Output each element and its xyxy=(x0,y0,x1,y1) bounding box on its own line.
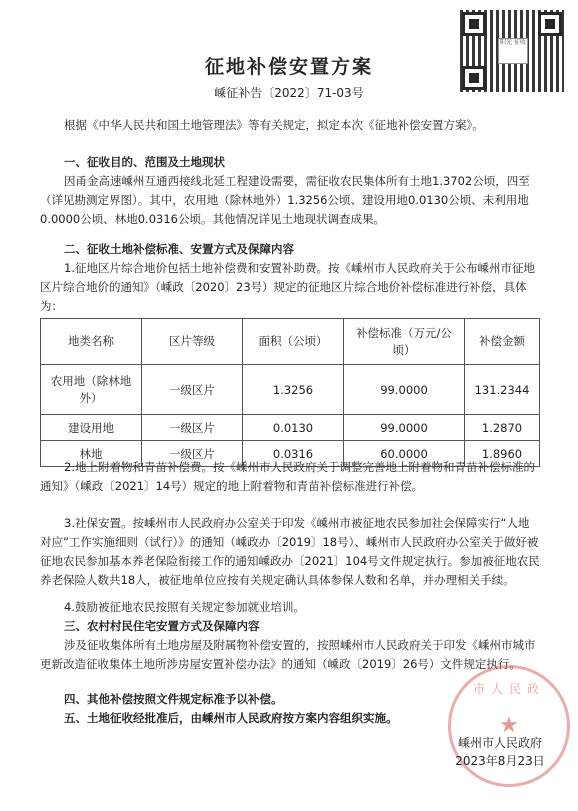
document-title: 征地补偿安置方案 xyxy=(204,56,373,78)
table-header: 补偿金额 xyxy=(465,319,540,365)
table-row xyxy=(41,365,540,415)
table-cell: 99.0000 xyxy=(344,415,465,441)
section-3-body: 涉及征收集体所有土地房屋及附属物补偿安置的，按照嵊州市人民政府关于印发《嵊州市城市更新改造征收集体土地所涉房屋安置补偿办法》的通知（嵊政〔2019〕26号）文件规定执行。 xyxy=(40,638,536,671)
intro-paragraph: 根据《中华人民共和国土地管理法》等有关规定，拟定本次《征地补偿安置方案》。 xyxy=(64,118,484,132)
section-4-heading: 四、其他补偿按照文件规定标准予以补偿。 xyxy=(64,692,283,706)
section-2-paragraph-1: 1.征地区片综合地价包括土地补偿费和安置补助费。按《嵊州市人民政府关于公布嵊州市征地区片综合地价的通知》（嵊政〔2020〕23号）规定的征地区片综合地价补偿标准进行补偿，具体为： xyxy=(40,261,535,313)
section-3-heading: 三、农村村民住宅安置方式及保障内容 xyxy=(64,619,260,633)
section-2-heading: 二、征收土地补偿标准、安置方式及保障内容 xyxy=(64,242,294,256)
section-5-heading: 五、土地征收经批准后，由嵊州市人民政府按方案内容组织实施。 xyxy=(64,711,398,725)
table-cell: 建设用地 xyxy=(41,415,142,441)
table-header: 面积（公顷） xyxy=(243,319,344,365)
section-2-paragraph-2: 2.地上附着物和青苗补偿费。按《嵊州市人民政府关于调整完善地上附着物和青苗补偿标准的通知》（嵊政〔2021〕14号）规定的地上附着物和青苗补偿标准进行补偿。 xyxy=(40,460,535,493)
table-cell: 1.3256 xyxy=(243,365,344,415)
qr-code xyxy=(460,10,564,92)
table-cell: 一级区片 xyxy=(142,365,243,415)
table-cell: 0.0130 xyxy=(243,415,344,441)
table-cell: 131.2344 xyxy=(465,365,540,415)
issue-date: 2023年8月23日 xyxy=(455,754,545,768)
qr-finder-top-left xyxy=(462,12,486,36)
table-cell: 1.8960 xyxy=(465,441,540,467)
table-cell: 一级区片 xyxy=(142,415,243,441)
seal-text: 市人民政 xyxy=(472,682,545,696)
table-cell: 林地 xyxy=(41,441,142,467)
qr-center-label: 阳光 征收 xyxy=(498,38,528,64)
section-1-heading: 一、征收目的、范围及土地现状 xyxy=(64,155,225,169)
seal-star-icon: ★ xyxy=(499,713,519,738)
table-header-row xyxy=(41,319,540,365)
table-cell: 60.0000 xyxy=(344,441,465,467)
issuer-signature: 嵊州市人民政府 xyxy=(457,736,542,750)
section-2-paragraph-3: 3.社保安置。按嵊州市人民政府办公室关于印发《嵊州市被征地农民参加社会保障实行“人地对应”工作实施细则（试行）》的通知（嵊政办〔2019〕18号）、嵊州市人民政府办公室关于做好被征地农民参加基本养老保险衔接工作的通知嵊政办〔2021〕104号文件规定执行。参加被征地农民养老保险人数共18人，被征地单位应按有关规定确认具体参保人数和名单，并办理相关手续。 xyxy=(40,516,540,587)
document-number: 嵊征补告〔2022〕71-03号 xyxy=(214,86,364,100)
table-header: 区片等级 xyxy=(142,319,243,365)
table-cell: 99.0000 xyxy=(344,365,465,415)
table-cell: 农用地（除林地外） xyxy=(41,365,142,415)
compensation-table xyxy=(40,318,540,467)
section-2-paragraph-4: 4.鼓励被征地农民按照有关规定参加就业培训。 xyxy=(64,600,305,614)
table-cell: 0.0316 xyxy=(243,441,344,467)
table-cell: 一级区片 xyxy=(142,441,243,467)
table-header: 地类名称 xyxy=(41,319,142,365)
table-header: 补偿标准（万元/公顷） xyxy=(344,319,465,365)
table-row xyxy=(41,415,540,441)
section-1-body: 因甬金高速嵊州互通西接线北延工程建设需要，需征收农民集体所有土地1.3702公顷，四至（详见勘测定界图）。其中，农用地（除林地外）1.3256公顷、建设用地0.0130公顷、未利用地0.0000公顷、林地0.0316公顷。其他情况详见土地现状调查成果。 xyxy=(40,174,530,226)
qr-finder-top-right xyxy=(538,12,562,36)
table-cell: 1.2870 xyxy=(465,415,540,441)
